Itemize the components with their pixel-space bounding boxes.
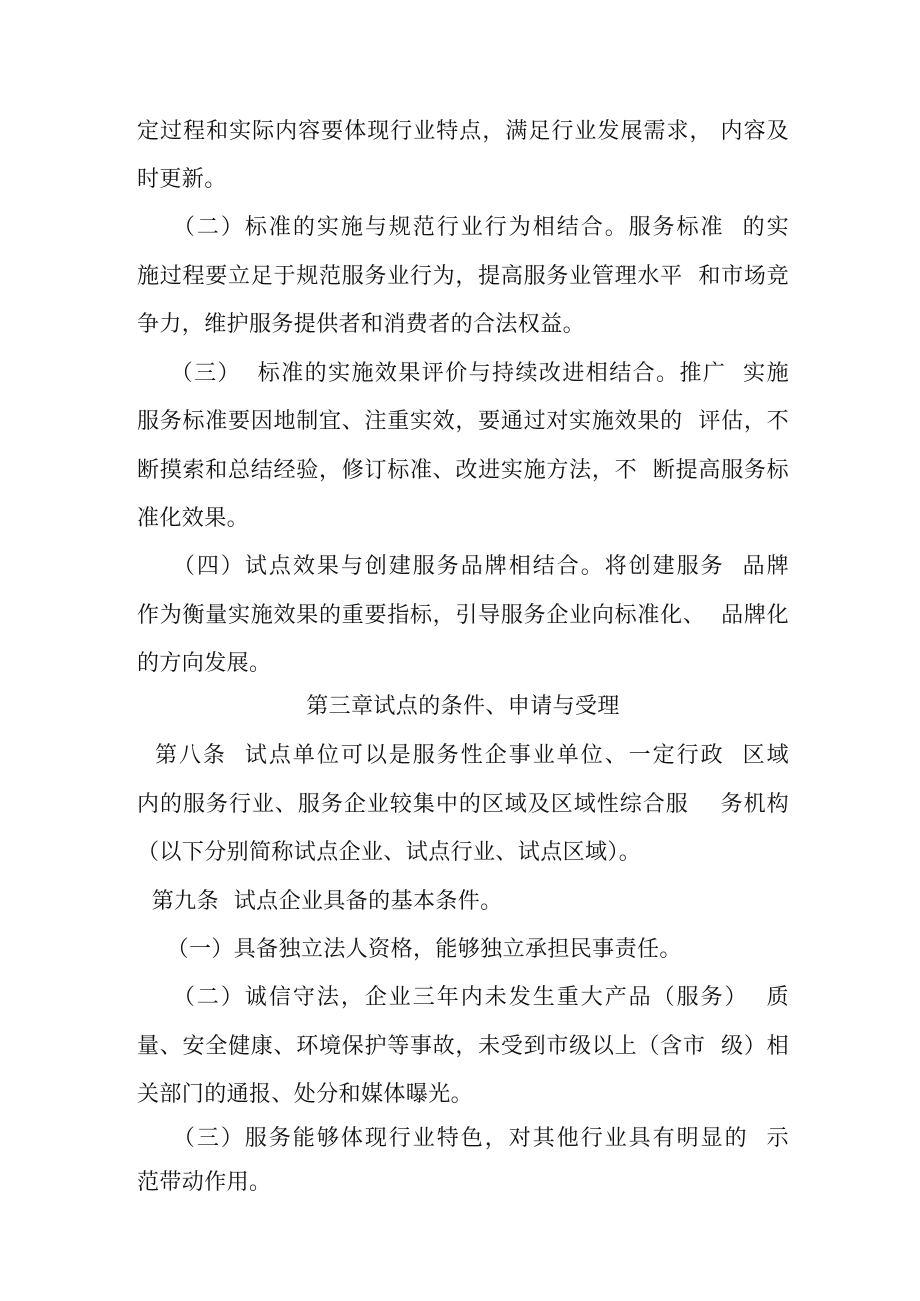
text-line: （二）标准的实施与规范行业行为相结合。服务标准 的实 (137, 215, 789, 240)
chapter-heading: 第三章试点的条件、申请与受理 (306, 694, 620, 719)
text-line: 关部门的通报、处分和媒体曝光。 (137, 1082, 474, 1107)
text-line: 内的服务行业、服务企业较集中的区域及区域性综合服 务机构 (137, 792, 789, 817)
text-line: （以下分别简称试点企业、试点行业、试点区域）。 (137, 840, 642, 865)
text-line: 断摸索和总结经验，修订标准、改进实施方法，不 断提高服务标 (137, 458, 789, 483)
text-line: 量、安全健康、环境保护等事故，未受到市级以上（含市 级）相 (137, 1034, 789, 1059)
text-line: 第九条 试点企业具备的基本条件。 (137, 889, 503, 914)
text-line: 第八条 试点单位可以是服务性企事业单位、一定行政 区域 (137, 743, 789, 768)
text-line: 准化效果。 (137, 506, 250, 531)
text-line: （四）试点效果与创建服务品牌相结合。将创建服务 品牌 (137, 554, 789, 579)
text-line: （三） 标准的实施效果评价与持续改进相结合。推广 实施 (137, 361, 789, 386)
text-line: （三）服务能够体现行业特色，对其他行业具有明显的 示 (137, 1126, 789, 1151)
text-line: 时更新。 (137, 167, 227, 192)
text-line: 施过程要立足于规范服务业行为，提高服务业管理水平 和市场竞 (137, 264, 789, 289)
text-line: 服务标准要因地制宜、注重实效，要通过对实施效果的 评估，不 (137, 409, 789, 434)
text-line: 作为衡量实施效果的重要指标，引导服务企业向标准化、 品牌化 (137, 603, 789, 628)
text-line: 范带动作用。 (137, 1170, 272, 1195)
text-line: （二）诚信守法，企业三年内未发生重大产品（服务） 质 (137, 985, 789, 1010)
text-line: 争力，维护服务提供者和消费者的合法权益。 (137, 312, 586, 337)
text-line: 的方向发展。 (137, 651, 272, 676)
text-line: 定过程和实际内容要体现行业特点，满足行业发展需求， 内容及 (137, 119, 789, 144)
text-line: （一）具备独立法人资格，能够独立承担民事责任。 (137, 937, 682, 962)
